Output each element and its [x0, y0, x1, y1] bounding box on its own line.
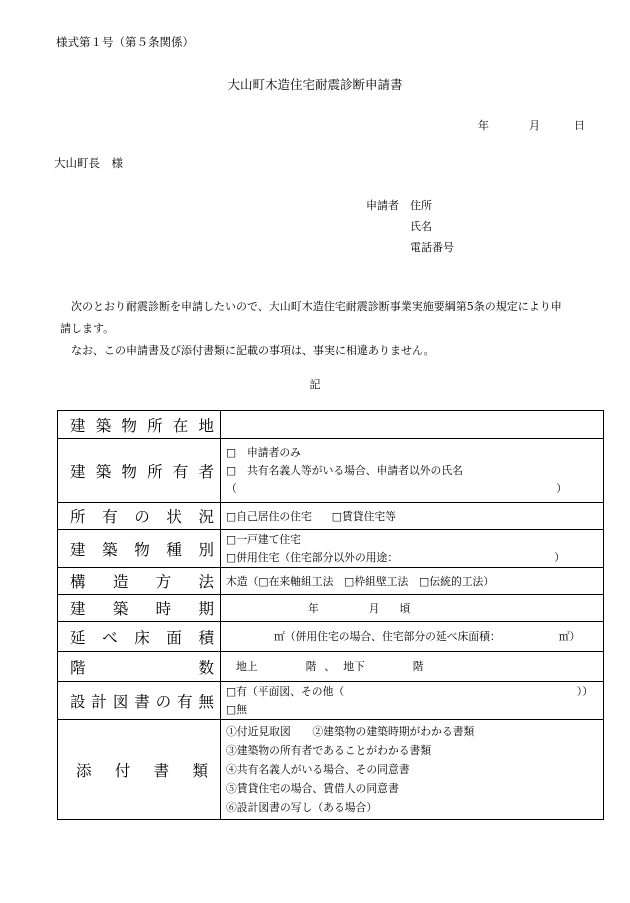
paren-close: ） [556, 481, 567, 495]
label-char: 物 [134, 540, 150, 559]
label-ownership-status [58, 503, 221, 530]
label-building-type [58, 530, 221, 568]
period-year: 年 [308, 601, 319, 615]
label-char: 築 [102, 540, 118, 559]
field-construction-period[interactable] [221, 595, 604, 622]
label-char: 床 [134, 628, 150, 647]
status-option-self-residence[interactable]: □自己居住の住宅 [226, 509, 312, 523]
type-option-mixed-use[interactable] [226, 549, 603, 567]
applicant-role: 申請者 [366, 199, 399, 212]
row-floor-area [58, 622, 604, 652]
date-year: 年 [478, 119, 489, 132]
date-day: 日 [574, 119, 585, 132]
applicant-phone-label: 電話番号 [410, 241, 454, 254]
label-stories [58, 652, 221, 682]
co-owner-names-field[interactable] [226, 480, 603, 498]
application-table [57, 410, 604, 820]
residential-area-unit: ㎡） [558, 630, 581, 643]
label-char: 書 [134, 692, 150, 711]
label-char: 延 [70, 628, 86, 647]
attachment-item: ③建築物の所有者であることがわかる書類 [226, 744, 432, 757]
row-location [58, 411, 604, 439]
mixed-use-label: □併用住宅（住宅部分以外の用途： [226, 550, 399, 564]
status-option-rental[interactable]: □賃貸住宅等 [331, 509, 396, 523]
label-char: 築 [95, 416, 112, 435]
stories-below: 地下 [343, 660, 365, 673]
paren-close: ） [554, 550, 565, 564]
row-owner [58, 439, 604, 503]
label-char: 面 [166, 628, 182, 647]
applicant-name-label: 氏名 [410, 220, 432, 233]
drawings-option-yes[interactable] [226, 683, 603, 701]
label-char: 数 [198, 658, 214, 677]
label-char: べ [102, 628, 118, 647]
body-line-2: 請します。 [60, 322, 115, 335]
label-char: 地 [198, 416, 214, 435]
ki-heading: 記 [309, 378, 321, 391]
field-structure-method[interactable]: 木造（□在来軸組工法 □枠組壁工法 □伝統的工法） [221, 568, 604, 595]
attachment-item: ①付近見取図 ②建築物の建築時期がわかる書類 [226, 725, 475, 738]
label-char: 況 [198, 508, 214, 526]
label-char: 造 [112, 573, 129, 591]
attachment-item: ⑥設計図書の写し（ある場合） [226, 801, 378, 814]
row-ownership-status [58, 503, 604, 530]
label-char: の [134, 508, 150, 526]
attachment-item: ⑤賃貸住宅の場合、賃借人の同意書 [226, 782, 399, 795]
row-attachments [58, 720, 604, 820]
attachment-item: ④共有名義人がいる場合、その同意書 [226, 763, 410, 776]
field-building-type [221, 530, 604, 568]
stories-above-unit: 階 [305, 660, 317, 673]
body-line-1: 次のとおり耐震診断を申請したいので、大山町木造住宅耐震診断事業実施要綱第5条の規定により申 [71, 300, 562, 313]
label-char: 期 [198, 600, 214, 618]
label-char: 建 [70, 600, 86, 618]
field-stories[interactable] [221, 652, 604, 682]
owner-option-co-owners[interactable]: □ 共有名義人等がいる場合、申請者以外の氏名 [226, 463, 463, 477]
label-char: 物 [121, 416, 137, 435]
label-char: 建 [70, 416, 86, 435]
floor-area-unit: ㎡（併用住宅の場合、住宅部分の延べ床面積： [274, 630, 501, 643]
date-line [478, 117, 585, 133]
row-design-drawings [58, 682, 604, 720]
stories-below-unit: 階 [412, 660, 424, 673]
field-floor-area[interactable] [221, 622, 604, 652]
field-design-drawings [221, 682, 604, 720]
label-char: 付 [114, 761, 131, 780]
addressee: 大山町長 様 [54, 156, 123, 170]
label-char: 建 [70, 540, 86, 559]
label-char: 方 [155, 573, 172, 591]
form-number: 様式第１号（第５条関係） [56, 35, 194, 49]
label-design-drawings [58, 682, 221, 720]
label-building-location [58, 411, 221, 439]
field-ownership-status [221, 503, 604, 530]
label-char: 積 [198, 628, 214, 647]
label-char: 別 [198, 540, 214, 559]
type-option-detached[interactable]: □一戸建て住宅 [226, 532, 301, 546]
drawings-yes-label: □有（平面図、その他（ [226, 684, 345, 698]
label-construction-period [58, 595, 221, 622]
owner-option-applicant-only[interactable]: □ 申請者のみ [226, 445, 301, 459]
label-char: 有 [177, 692, 193, 711]
label-char: 状 [166, 508, 182, 526]
label-char: 者 [198, 462, 214, 481]
label-char: 種 [166, 540, 182, 559]
label-attachments [58, 720, 221, 820]
period-month: 月 [368, 601, 380, 615]
field-building-owner [221, 439, 604, 503]
row-stories [58, 652, 604, 682]
body-text [60, 296, 580, 362]
label-char: 時 [155, 600, 172, 618]
label-char: 築 [112, 600, 129, 618]
label-char: 所 [70, 508, 86, 526]
label-floor-area [58, 622, 221, 652]
label-char: 建 [70, 462, 86, 481]
body-line-3: なお、この申請書及び添付書類に記載の事項は、事実に相違ありません。 [71, 344, 435, 357]
label-char: 類 [192, 761, 208, 780]
label-char: 所 [147, 416, 163, 435]
label-char: 構 [70, 573, 86, 591]
label-char: 添 [76, 761, 92, 780]
label-char: 無 [198, 692, 214, 711]
label-char: 在 [172, 416, 189, 435]
document-title: 大山町木造住宅耐震診断申請書 [227, 77, 403, 92]
row-structure [58, 568, 604, 595]
row-construction-period [58, 595, 604, 622]
date-month: 月 [529, 119, 540, 132]
label-char: の [155, 692, 172, 711]
label-char: 図 [112, 692, 129, 711]
label-building-owner [58, 439, 221, 503]
field-attachments [221, 720, 604, 820]
label-char: 階 [70, 658, 86, 677]
label-char: 計 [91, 692, 107, 711]
applicant-address-label: 住所 [410, 199, 432, 212]
label-structure-method [58, 568, 221, 595]
label-char: 書 [153, 761, 170, 780]
label-char: 有 [102, 508, 118, 526]
row-building-type [58, 530, 604, 568]
label-char: 所 [147, 462, 163, 481]
stories-above: 地上 [236, 660, 258, 673]
label-char: 有 [172, 462, 189, 481]
period-approx: 頃 [399, 601, 411, 615]
drawings-option-no[interactable]: □無 [226, 702, 247, 716]
paren-open: （ [226, 481, 237, 495]
field-building-location[interactable] [221, 411, 604, 439]
label-char: 物 [121, 462, 137, 481]
label-char: 法 [198, 573, 214, 591]
stories-separator: 、 [324, 660, 336, 673]
label-char: 設 [70, 692, 86, 711]
paren-close: ）） [576, 684, 593, 698]
label-char: 築 [95, 462, 112, 481]
